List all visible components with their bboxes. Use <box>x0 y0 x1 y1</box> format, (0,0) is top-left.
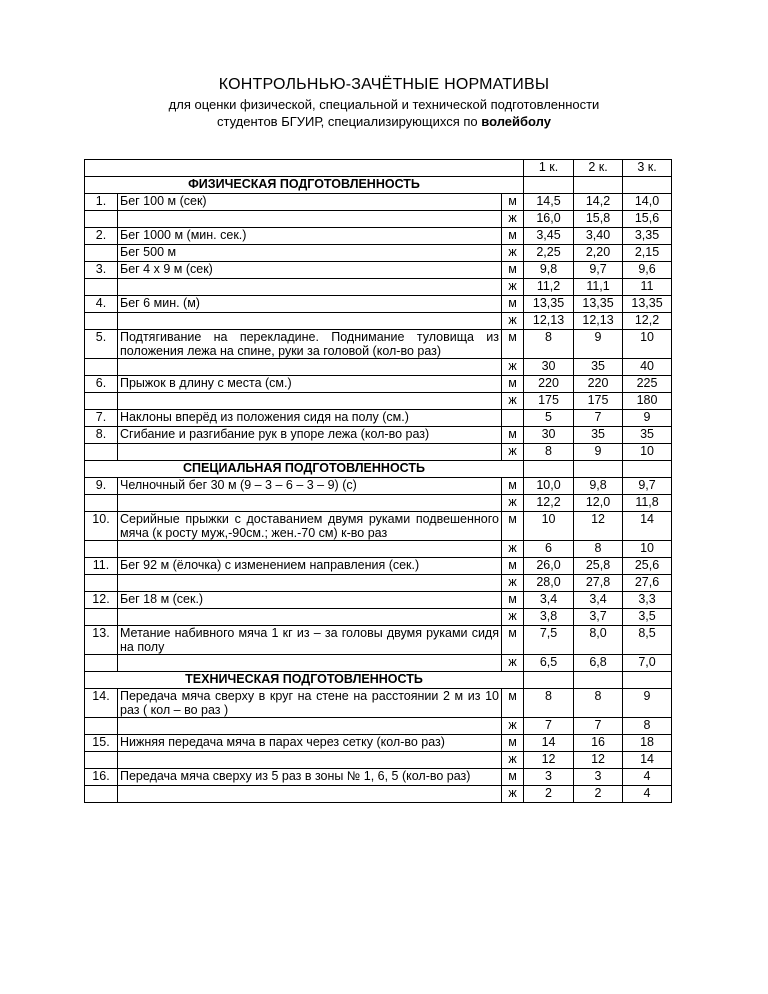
exercise-name: Подтягивание на перекладине. Поднимание туловища из положения лежа на спине, руки за головой (кол-во раз) <box>118 330 502 359</box>
row-number <box>85 444 118 461</box>
norm-value-3: 8,5 <box>623 626 672 655</box>
exercise-name: Прыжок в длину с места (см.) <box>118 376 502 393</box>
sex-cell: м <box>502 427 524 444</box>
norm-value-3: 9,6 <box>623 262 672 279</box>
table-row <box>85 735 672 752</box>
row-number: 2. <box>85 228 118 245</box>
exercise-name: Бег 4 х 9 м (сек) <box>118 262 502 279</box>
exercise-name <box>118 655 502 672</box>
table-row <box>85 376 672 393</box>
norm-value-3: 11,8 <box>623 495 672 512</box>
row-number <box>85 575 118 592</box>
table-row <box>85 245 672 262</box>
sex-cell: ж <box>502 245 524 262</box>
table-row <box>85 359 672 376</box>
norm-value-2: 35 <box>574 359 623 376</box>
sex-cell: м <box>502 689 524 718</box>
row-number <box>85 359 118 376</box>
norm-value-3: 14 <box>623 752 672 769</box>
norm-value-1: 11,2 <box>524 279 574 296</box>
norm-value-2: 8 <box>574 541 623 558</box>
row-number <box>85 279 118 296</box>
sex-cell: ж <box>502 444 524 461</box>
norm-value-3: 3,5 <box>623 609 672 626</box>
table-row <box>85 786 672 803</box>
norm-value-3: 3,35 <box>623 228 672 245</box>
row-number <box>85 393 118 410</box>
sex-cell: ж <box>502 655 524 672</box>
norm-value-3: 7,0 <box>623 655 672 672</box>
norm-value-1: 220 <box>524 376 574 393</box>
norm-value-1: 7,5 <box>524 626 574 655</box>
norm-value-2: 6,8 <box>574 655 623 672</box>
norm-value-3: 18 <box>623 735 672 752</box>
norm-value-2: 12 <box>574 752 623 769</box>
sex-cell: м <box>502 512 524 541</box>
norm-value-3: 40 <box>623 359 672 376</box>
exercise-name: Бег 100 м (сек) <box>118 194 502 211</box>
sex-cell: м <box>502 296 524 313</box>
norm-value-1: 10,0 <box>524 478 574 495</box>
norm-value-3: 225 <box>623 376 672 393</box>
sex-cell: ж <box>502 718 524 735</box>
norm-value-2: 12,0 <box>574 495 623 512</box>
row-number: 11. <box>85 558 118 575</box>
norm-value-2: 11,1 <box>574 279 623 296</box>
exercise-name <box>118 495 502 512</box>
table-row <box>85 495 672 512</box>
norm-value-1: 3,45 <box>524 228 574 245</box>
sex-cell: ж <box>502 393 524 410</box>
row-number: 6. <box>85 376 118 393</box>
row-number: 8. <box>85 427 118 444</box>
norms-table <box>84 159 672 803</box>
norm-value-2: 14,2 <box>574 194 623 211</box>
row-number: 14. <box>85 689 118 718</box>
exercise-name <box>118 609 502 626</box>
document-subtitle-line2 <box>0 114 768 129</box>
subtitle-sport: волейболу <box>481 114 551 129</box>
norm-value-1: 12,13 <box>524 313 574 330</box>
section-blank-cell <box>524 672 574 689</box>
sex-cell: м <box>502 626 524 655</box>
table-row <box>85 718 672 735</box>
section-blank-cell <box>524 177 574 194</box>
norm-value-1: 12,2 <box>524 495 574 512</box>
norm-value-3: 10 <box>623 444 672 461</box>
sex-cell: м <box>502 769 524 786</box>
norm-value-1: 9,8 <box>524 262 574 279</box>
norm-value-2: 2,20 <box>574 245 623 262</box>
norm-value-3: 13,35 <box>623 296 672 313</box>
section-blank-cell <box>524 461 574 478</box>
sex-cell: ж <box>502 279 524 296</box>
table-row <box>85 752 672 769</box>
table-row <box>85 427 672 444</box>
norm-value-3: 15,6 <box>623 211 672 228</box>
exercise-name: Бег 1000 м (мин. сек.) <box>118 228 502 245</box>
exercise-name <box>118 313 502 330</box>
sex-cell: м <box>502 592 524 609</box>
header-cell-category-1: 1 к. <box>524 160 574 177</box>
table-row <box>85 296 672 313</box>
norm-value-3: 10 <box>623 330 672 359</box>
sex-cell: ж <box>502 786 524 803</box>
exercise-name <box>118 718 502 735</box>
table-row <box>85 512 672 541</box>
row-number <box>85 655 118 672</box>
sex-cell: ж <box>502 495 524 512</box>
row-number <box>85 718 118 735</box>
exercise-name: Бег 6 мин. (м) <box>118 296 502 313</box>
section-blank-cell <box>623 672 672 689</box>
norm-value-2: 220 <box>574 376 623 393</box>
norm-value-2: 9,7 <box>574 262 623 279</box>
norm-value-2: 175 <box>574 393 623 410</box>
norm-value-2: 3 <box>574 769 623 786</box>
table-row <box>85 609 672 626</box>
sex-cell <box>502 410 524 427</box>
norm-value-3: 180 <box>623 393 672 410</box>
norm-value-1: 7 <box>524 718 574 735</box>
table-row <box>85 211 672 228</box>
norm-value-2: 16 <box>574 735 623 752</box>
exercise-name: Наклоны вперёд из положения сидя на полу (см.) <box>118 410 502 427</box>
table-row <box>85 194 672 211</box>
row-number <box>85 752 118 769</box>
table-row <box>85 410 672 427</box>
norm-value-2: 9 <box>574 444 623 461</box>
sex-cell: ж <box>502 575 524 592</box>
sex-cell: м <box>502 228 524 245</box>
exercise-name: Бег 92 м (ёлочка) с изменением направления (сек.) <box>118 558 502 575</box>
exercise-name <box>118 575 502 592</box>
table-row <box>85 262 672 279</box>
norm-value-2: 9 <box>574 330 623 359</box>
norm-value-1: 8 <box>524 330 574 359</box>
section-title: ФИЗИЧЕСКАЯ ПОДГОТОВЛЕННОСТЬ <box>85 177 524 194</box>
row-number: 7. <box>85 410 118 427</box>
norm-value-2: 3,4 <box>574 592 623 609</box>
sex-cell: м <box>502 262 524 279</box>
row-number <box>85 495 118 512</box>
row-number <box>85 609 118 626</box>
norm-value-3: 9,7 <box>623 478 672 495</box>
exercise-name <box>118 279 502 296</box>
exercise-name: Сгибание и разгибание рук в упоре лежа (кол-во раз) <box>118 427 502 444</box>
norm-value-2: 12 <box>574 512 623 541</box>
norm-value-2: 8 <box>574 689 623 718</box>
norm-value-1: 2,25 <box>524 245 574 262</box>
sex-cell: ж <box>502 313 524 330</box>
section-row <box>85 177 672 194</box>
header-row <box>85 160 672 177</box>
exercise-name: Передача мяча сверху в круг на стене на расстоянии 2 м из 10 раз ( кол – во раз ) <box>118 689 502 718</box>
row-number <box>85 245 118 262</box>
row-number: 12. <box>85 592 118 609</box>
table-row <box>85 228 672 245</box>
norm-value-1: 2 <box>524 786 574 803</box>
header-blank <box>85 160 524 177</box>
norm-value-3: 2,15 <box>623 245 672 262</box>
norm-value-1: 26,0 <box>524 558 574 575</box>
norm-value-3: 4 <box>623 786 672 803</box>
table-row <box>85 655 672 672</box>
norm-value-3: 3,3 <box>623 592 672 609</box>
header-cell-category-2: 2 к. <box>574 160 623 177</box>
norm-value-3: 35 <box>623 427 672 444</box>
document-subtitle-line1: для оценки физической, специальной и технической подготовленности <box>168 97 600 112</box>
row-number <box>85 211 118 228</box>
table-row <box>85 330 672 359</box>
sex-cell: м <box>502 194 524 211</box>
row-number: 5. <box>85 330 118 359</box>
norm-value-1: 6 <box>524 541 574 558</box>
table-row <box>85 592 672 609</box>
row-number: 10. <box>85 512 118 541</box>
sex-cell: ж <box>502 609 524 626</box>
norm-value-3: 4 <box>623 769 672 786</box>
table-row <box>85 313 672 330</box>
row-number: 1. <box>85 194 118 211</box>
sex-cell: м <box>502 330 524 359</box>
row-number: 16. <box>85 769 118 786</box>
norm-value-3: 10 <box>623 541 672 558</box>
exercise-name <box>118 393 502 410</box>
sex-cell: м <box>502 735 524 752</box>
header-cell-category-3: 3 к. <box>623 160 672 177</box>
sex-cell: ж <box>502 211 524 228</box>
norm-value-2: 7 <box>574 718 623 735</box>
sex-cell: ж <box>502 541 524 558</box>
exercise-name <box>118 211 502 228</box>
section-blank-cell <box>574 177 623 194</box>
norm-value-2: 35 <box>574 427 623 444</box>
sex-cell: м <box>502 558 524 575</box>
norm-value-1: 6,5 <box>524 655 574 672</box>
table-row <box>85 541 672 558</box>
norm-value-2: 7 <box>574 410 623 427</box>
norm-value-1: 8 <box>524 689 574 718</box>
exercise-name: Метание набивного мяча 1 кг из – за головы двумя руками сидя на полу <box>118 626 502 655</box>
norm-value-2: 13,35 <box>574 296 623 313</box>
table-row <box>85 769 672 786</box>
exercise-name: Передача мяча сверху из 5 раз в зоны № 1, 6, 5 (кол-во раз) <box>118 769 502 786</box>
norm-value-2: 15,8 <box>574 211 623 228</box>
norm-value-3: 8 <box>623 718 672 735</box>
section-title: СПЕЦИАЛЬНАЯ ПОДГОТОВЛЕННОСТЬ <box>85 461 524 478</box>
row-number: 15. <box>85 735 118 752</box>
norm-value-3: 27,6 <box>623 575 672 592</box>
section-title: ТЕХНИЧЕСКАЯ ПОДГОТОВЛЕННОСТЬ <box>85 672 524 689</box>
row-number <box>85 313 118 330</box>
exercise-name <box>118 359 502 376</box>
table-row <box>85 575 672 592</box>
table-row <box>85 478 672 495</box>
norm-value-1: 3,4 <box>524 592 574 609</box>
sex-cell: м <box>502 478 524 495</box>
row-number: 9. <box>85 478 118 495</box>
norm-value-1: 28,0 <box>524 575 574 592</box>
norm-value-3: 11 <box>623 279 672 296</box>
norm-value-2: 25,8 <box>574 558 623 575</box>
norm-value-2: 12,13 <box>574 313 623 330</box>
norm-value-3: 14 <box>623 512 672 541</box>
norm-value-1: 30 <box>524 427 574 444</box>
section-row <box>85 461 672 478</box>
norm-value-3: 9 <box>623 689 672 718</box>
section-blank-cell <box>574 672 623 689</box>
norm-value-1: 3,8 <box>524 609 574 626</box>
norm-value-1: 14 <box>524 735 574 752</box>
row-number: 3. <box>85 262 118 279</box>
table-row <box>85 626 672 655</box>
norm-value-2: 27,8 <box>574 575 623 592</box>
sex-cell: м <box>502 376 524 393</box>
row-number: 13. <box>85 626 118 655</box>
norm-value-2: 9,8 <box>574 478 623 495</box>
exercise-name: Челночный бег 30 м (9 – 3 – 6 – 3 – 9) (с) <box>118 478 502 495</box>
norm-value-3: 25,6 <box>623 558 672 575</box>
sex-cell: ж <box>502 752 524 769</box>
norm-value-1: 14,5 <box>524 194 574 211</box>
norm-value-1: 8 <box>524 444 574 461</box>
section-blank-cell <box>623 177 672 194</box>
norm-value-1: 13,35 <box>524 296 574 313</box>
exercise-name <box>118 541 502 558</box>
section-blank-cell <box>574 461 623 478</box>
row-number: 4. <box>85 296 118 313</box>
exercise-name: Бег 500 м <box>118 245 502 262</box>
norm-value-1: 12 <box>524 752 574 769</box>
exercise-name: Бег 18 м (сек.) <box>118 592 502 609</box>
norm-value-2: 2 <box>574 786 623 803</box>
row-number <box>85 541 118 558</box>
norm-value-1: 5 <box>524 410 574 427</box>
exercise-name <box>118 752 502 769</box>
section-blank-cell <box>623 461 672 478</box>
table-row <box>85 393 672 410</box>
table-row <box>85 279 672 296</box>
table-row <box>85 558 672 575</box>
section-row <box>85 672 672 689</box>
document-title: КОНТРОЛЬНЬЮ-ЗАЧЁТНЫЕ НОРМАТИВЫ <box>218 76 550 93</box>
norm-value-2: 3,40 <box>574 228 623 245</box>
sex-cell: ж <box>502 359 524 376</box>
norm-value-2: 3,7 <box>574 609 623 626</box>
norm-value-1: 3 <box>524 769 574 786</box>
table-row <box>85 689 672 718</box>
norm-value-3: 14,0 <box>623 194 672 211</box>
exercise-name <box>118 444 502 461</box>
norm-value-3: 9 <box>623 410 672 427</box>
subtitle-prefix: студентов БГУИР, специализирующихся по <box>216 114 482 129</box>
norm-value-1: 30 <box>524 359 574 376</box>
exercise-name: Нижняя передача мяча в парах через сетку (кол-во раз) <box>118 735 502 752</box>
norm-value-2: 8,0 <box>574 626 623 655</box>
norm-value-1: 10 <box>524 512 574 541</box>
norm-value-1: 175 <box>524 393 574 410</box>
norm-value-3: 12,2 <box>623 313 672 330</box>
exercise-name: Серийные прыжки с доставанием двумя руками подвешенного мяча (к росту муж,-90см.; жен.-70 см) к-во раз <box>118 512 502 541</box>
exercise-name <box>118 786 502 803</box>
norm-value-1: 16,0 <box>524 211 574 228</box>
row-number <box>85 786 118 803</box>
table-row <box>85 444 672 461</box>
